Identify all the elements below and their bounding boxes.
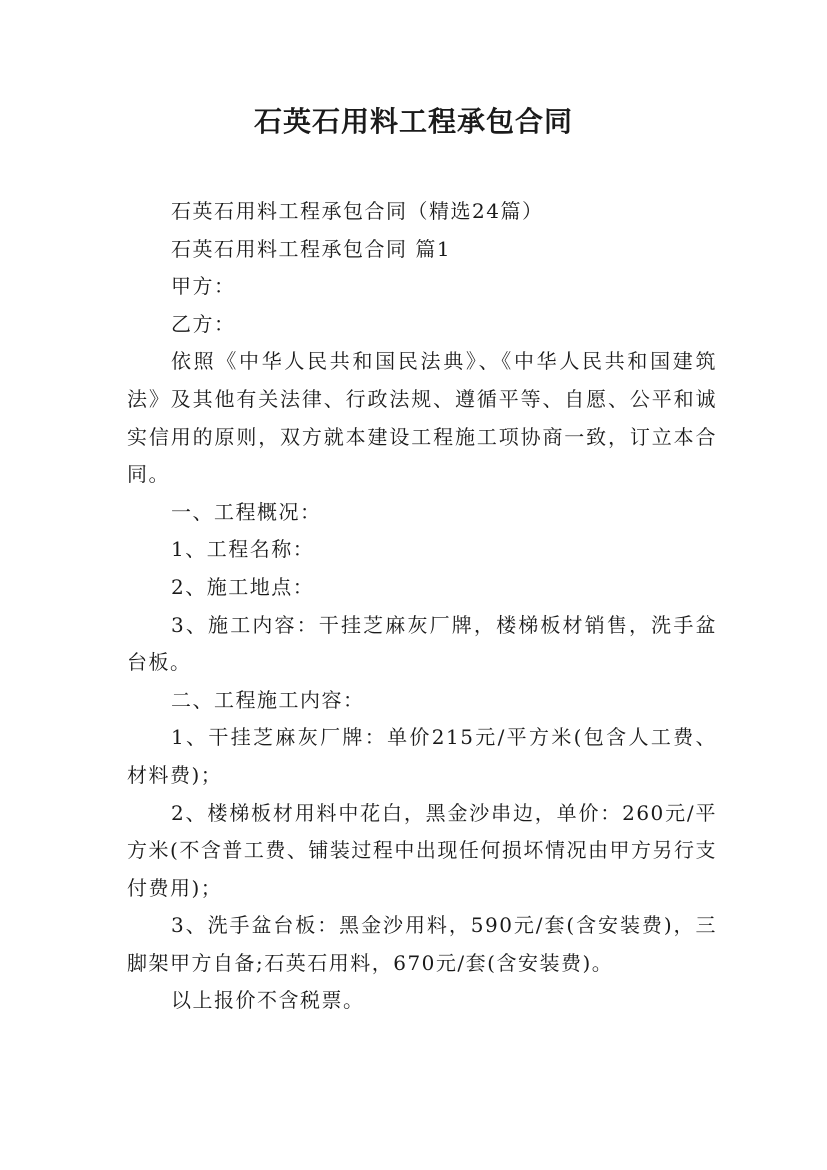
- party-b-line: 乙方：: [171, 311, 236, 336]
- preamble-paragraph: 依照《中华人民共和国民法典》、《中华人民共和国建筑法》及其他有关法律、行政法规、遵循平等、自愿、公平和诚实信用的原则，双方就本建设工程施工项协商一致，订立本合同。: [127, 349, 717, 487]
- clause-item: 1、工程名称：: [171, 537, 315, 562]
- clause-item: 1、干挂芝麻灰厂牌：单价215元/平方米(包含人工费、材料费)；: [127, 725, 717, 787]
- clause-item: 3、施工内容：干挂芝麻灰厂牌，楼梯板材销售，洗手盆台板。: [127, 612, 717, 675]
- clause-item: 2、楼梯板材用料中花白，黑金沙串边，单价：260元/平方米(不含普工费、铺装过程中出现任何损坏情况由甲方另行支付费用)；: [127, 800, 717, 900]
- tax-note-paragraph: 以上报价不含税票。: [171, 988, 365, 1013]
- document-body: [127, 193, 717, 1020]
- subtitle-paragraph: 石英石用料工程承包合同（精选24篇）: [171, 199, 544, 223]
- clause-heading-content: 二、工程施工内容：: [171, 687, 365, 712]
- document-title: 石英石用料工程承包合同: [253, 105, 573, 138]
- section-heading: 石英石用料工程承包合同 篇1: [171, 236, 452, 261]
- clause-heading-overview: 一、工程概况：: [171, 499, 322, 524]
- clause-item: 2、施工地点：: [171, 574, 315, 599]
- party-a-line: 甲方：: [171, 274, 236, 299]
- clause-item: 3、洗手盆台板：黑金沙用料，590元/套(含安装费)，三脚架甲方自备;石英石用料，670元/套(含安装费)。: [127, 913, 717, 975]
